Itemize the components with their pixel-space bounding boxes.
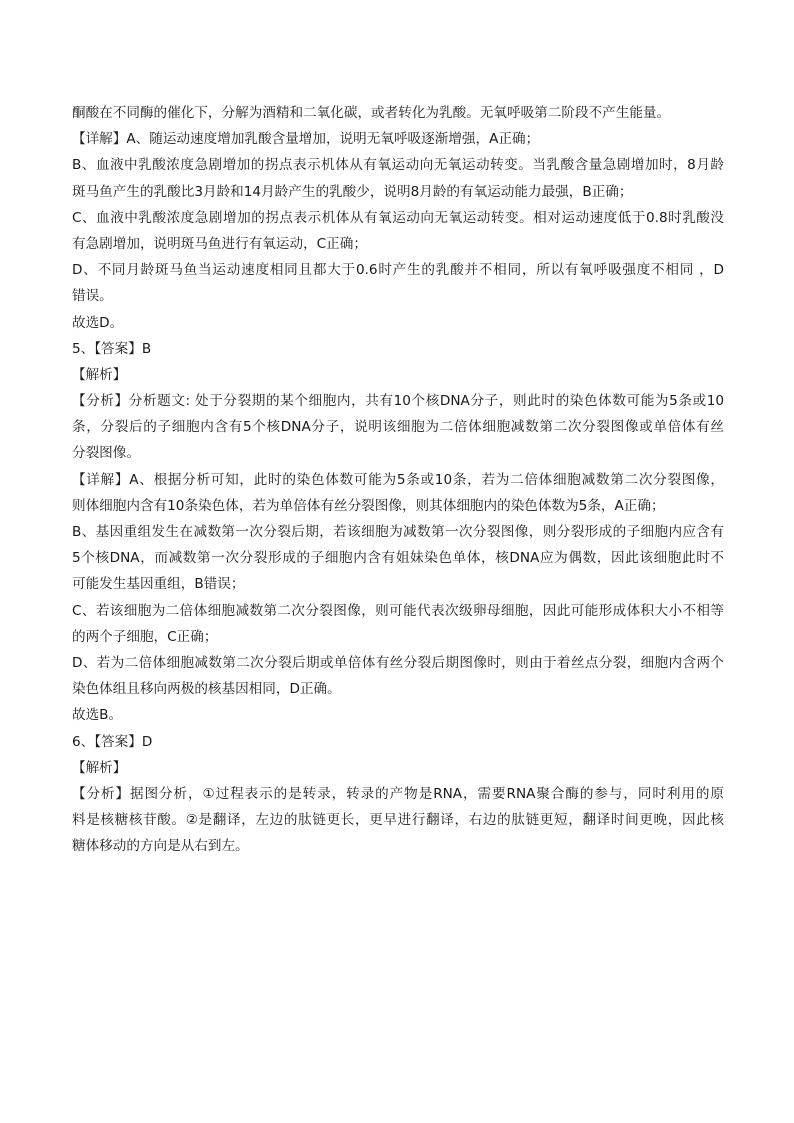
answer-explanation-text bbox=[72, 100, 724, 859]
analysis-heading: 【解析】 bbox=[72, 366, 127, 383]
text-line: 的两个子细胞，C正确； bbox=[72, 628, 218, 645]
text-line: 5个核DNA，而减数第一次分裂形成的子细胞内含有姐妹染色单体，核DNA应为偶数，因此该细胞此时不 bbox=[72, 550, 724, 567]
text-line: 分裂图像。 bbox=[72, 445, 140, 462]
text-line: B、血液中乳酸浓度急剧增加的拐点表示机体从有氧运动向无氧运动转变。当乳酸含量急剧增加时，8月龄 bbox=[72, 157, 724, 174]
conclusion-line: 故选B。 bbox=[72, 707, 123, 724]
text-line: 斑马鱼产生的乳酸比3月龄和14月龄产生的乳酸少，说明8月龄的有氧运动能力最强，B正确； bbox=[72, 183, 633, 200]
text-line: 则体细胞内含有10条染色体，若为单倍体有丝分裂图像，则其体细胞内的染色体数为5条，A正确； bbox=[72, 497, 665, 514]
conclusion-line: 故选D。 bbox=[72, 314, 124, 331]
text-line: 【详解】A、随运动速度增加乳酸含量增加，说明无氧呼吸逐渐增强，A正确； bbox=[72, 131, 540, 148]
text-line: C、若该细胞为二倍体细胞减数第二次分裂图像，则可能代表次级卵母细胞，因此可能形成体积大小不相等 bbox=[72, 602, 724, 619]
text-line: C、血液中乳酸浓度急剧增加的拐点表示机体从有氧运动向无氧运动转变。相对运动速度低于0.8时乳酸没 bbox=[72, 209, 724, 226]
text-line: 酮酸在不同酶的催化下，分解为酒精和二氧化碳，或者转化为乳酸。无氧呼吸第二阶段不产生能量。 bbox=[72, 105, 671, 121]
text-line: 糖体移动的方向是从右到左。 bbox=[72, 838, 249, 855]
question-answer-heading: 5、【答案】B bbox=[72, 340, 152, 357]
analysis-heading: 【解析】 bbox=[72, 759, 127, 776]
text-line: 【详解】A、根据分析可知，此时的染色体数可能为5条或10条，若为二倍体细胞减数第二次分裂图像， bbox=[72, 471, 724, 488]
text-line: B、基因重组发生在减数第一次分裂后期，若该细胞为减数第一次分裂图像，则分裂形成的子细胞内应含有 bbox=[72, 524, 724, 540]
text-line: 有急剧增加，说明斑马鱼进行有氧运动，C正确； bbox=[72, 235, 367, 252]
text-line: 染色体组且移向两极的核基因相同，D正确。 bbox=[72, 681, 341, 698]
text-line: D、不同月龄斑马鱼当运动速度相同且都大于0.6时产生的乳酸并不相同，所以有氧呼吸强度不相同 ，D bbox=[72, 262, 724, 279]
text-line: 条，分裂后的子细胞内含有5个核DNA分子，说明该细胞为二倍体细胞减数第二次分裂图像或单倍体有丝 bbox=[72, 419, 724, 436]
text-line: 错误。 bbox=[72, 288, 113, 305]
text-line: 可能发生基因重组，B错误； bbox=[72, 576, 245, 593]
text-line: 料是核糖核苷酸。②是翻译，左边的肽链更长，更早进行翻译，右边的肽链更短，翻译时间更晚，因此核 bbox=[72, 812, 724, 829]
text-line: 【分析】分析题文: 处于分裂期的某个细胞内，共有10个核DNA分子，则此时的染色体数可能为5条或10 bbox=[72, 393, 724, 410]
text-line: 【分析】据图分析，①过程表示的是转录，转录的产物是RNA，需要RNA聚合酶的参与，同时利用的原 bbox=[72, 785, 724, 802]
question-answer-heading: 6、【答案】D bbox=[72, 733, 153, 750]
text-line: D、若为二倍体细胞减数第二次分裂后期或单倍体有丝分裂后期图像时，则由于着丝点分裂，细胞内含两个 bbox=[72, 654, 724, 671]
